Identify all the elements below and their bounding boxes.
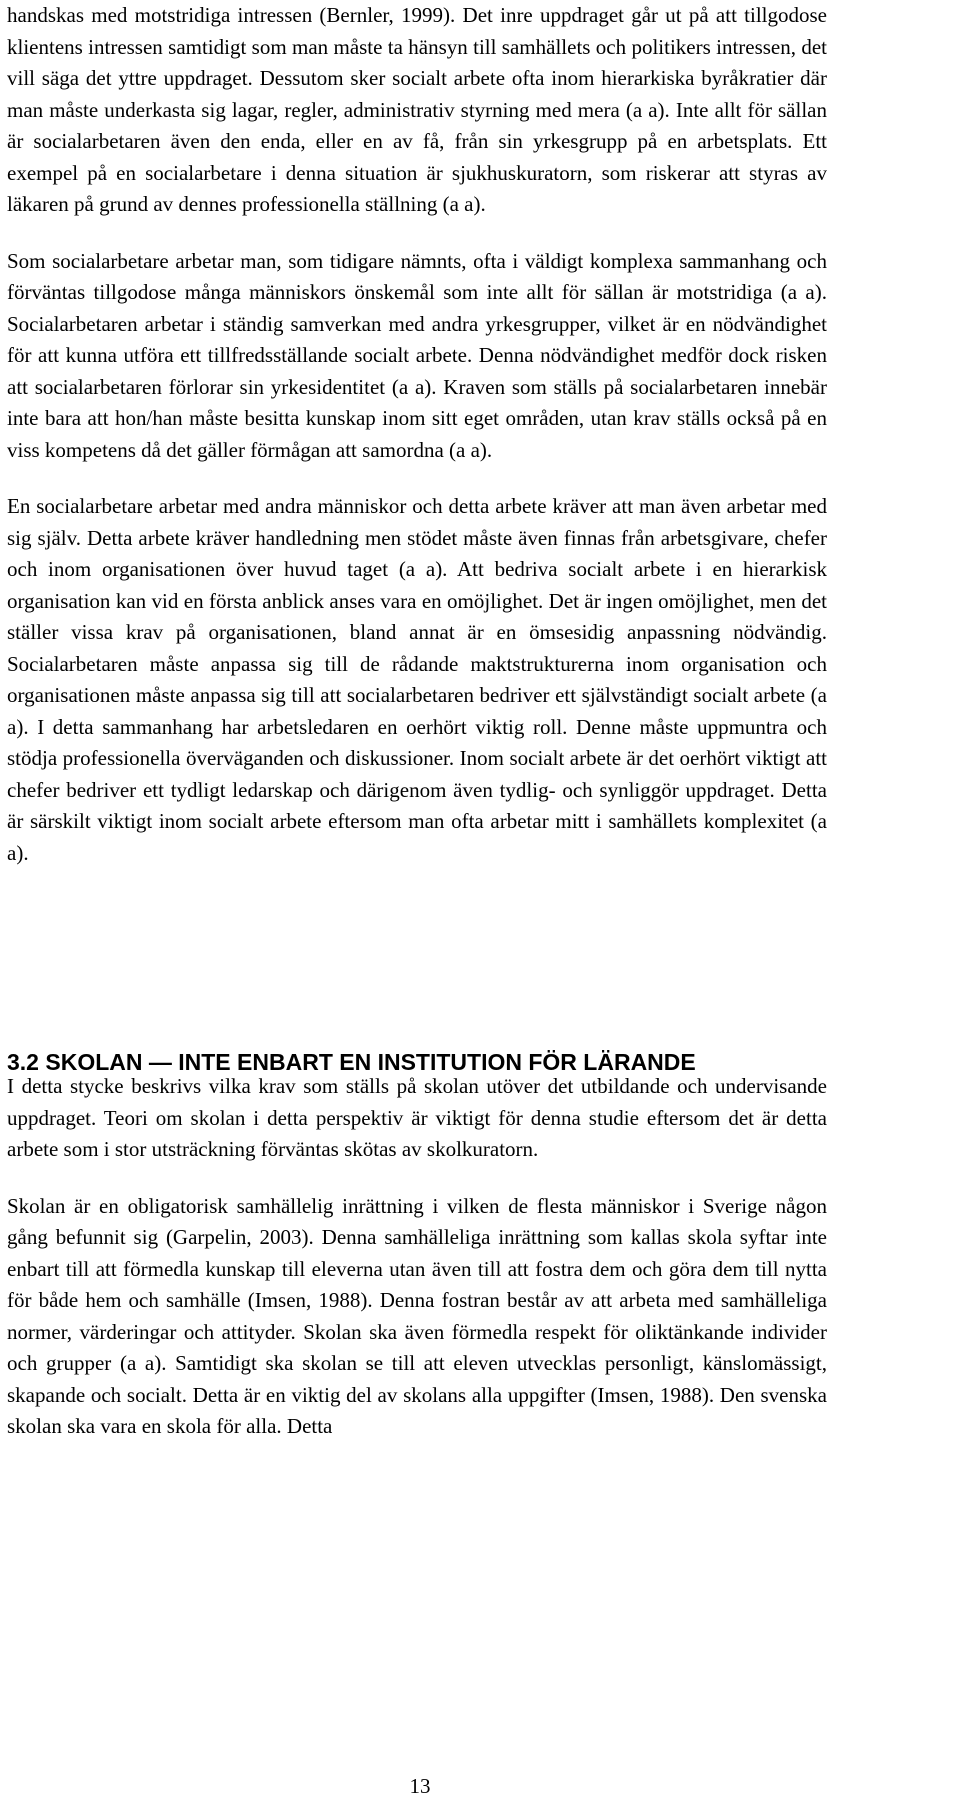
body-text-upper bbox=[7, 0, 827, 869]
paragraph: Skolan är en obligatorisk samhällelig inrättning i vilken de flesta människor i Sverige någon gång befunnit sig (Garpelin, 2003). Denna samhälleliga inrättning som kallas skola syftar inte enbart till att förmedla kunskap till eleverna utan även till att fostra dem och göra dem till nytta för både hem och samhälle (Imsen, 1988). Denna fostran består av att arbeta med samhälleliga normer, värderingar och attityder. Skolan ska även förmedla respekt för oliktänkande individer och grupper (a a). Samtidigt ska skolan se till att eleven utvecklas personligt, känslomässigt, skapande och socialt. Detta är en viktig del av skolans alla uppgifter (Imsen, 1988). Den svenska skolan ska vara en skola för alla. Detta bbox=[7, 1193, 827, 1438]
paragraph: Som socialarbetare arbetar man, som tidigare nämnts, ofta i väldigt komplexa sammanhang och förväntas tillgodose många människors önskemål som inte allt för sällan är motstridiga (a a). Socialarbetaren arbetar i ständig samverkan med andra yrkesgrupper, vilket är en nödvändighet för att kunna utföra ett tillfredsställande socialt arbete. Denna nödvändighet medför dock risken att socialarbetaren förlorar sin yrkesidentitet (a a). Kraven som ställs på socialarbetaren innebär inte bara att hon/han måste besitta kunskap inom sitt eget områden, utan krav ställs också på en viss kompetens då det gäller förmågan att samordna (a a). bbox=[7, 248, 827, 462]
paragraph: En socialarbetare arbetar med andra människor och detta arbete kräver att man även arbetar med sig själv. Detta arbete kräver handledning men stödet måste även finnas från arbetsgivare, chefer och inom organisationen över huvud taget (a a). Att bedriva socialt arbete i en hierarkisk organisation kan vid en första anblick anses vara en omöjlighet. Det är ingen omöjlighet, men det ställer vissa krav på organisationen, bland annat är en ömsesidig anpassning nödvändig. Socialarbetaren måste anpassa sig till de rådande maktstrukturerna inom organisation och organisationen måste anpassa sig till att socialarbetaren bedriver ett självständigt socialt arbete (a a). I detta sammanhang har arbetsledaren en oerhört viktig roll. Denne måste uppmuntra och stödja professionella överväganden och diskussioner. Inom socialt arbete är det oerhört viktigt att chefer bedriver ett tydligt ledarskap och därigenom även tydlig- och synliggör uppdraget. Detta är särskilt viktigt inom socialt arbete eftersom man ofta arbetar mitt i samhällets komplexitet (a a). bbox=[7, 494, 827, 865]
body-text-lower bbox=[7, 1071, 827, 1443]
paragraph: handskas med motstridiga intressen (Bernler, 1999). Det inre uppdraget går ut på att tillgodose klientens intressen samtidigt som man måste ta hänsyn till samhällets och politikers intressen, det vill säga det yttre uppdraget. Dessutom sker socialt arbete ofta inom hierarkiska byråkratier där man måste underkasta sig lagar, regler, administrativ styrning med mera (a a). Inte allt för sällan är socialarbetaren även den enda, eller en av få, från sin yrkesgrupp på en arbetsplats. Ett exempel på en socialarbetare i denna situation är sjukhuskuratorn, som riskerar att styras av läkaren på grund av dennes professionella ställning (a a). bbox=[7, 3, 827, 216]
page-number: 13 bbox=[409, 1774, 431, 1798]
paragraph: I detta stycke beskrivs vilka krav som ställs på skolan utöver det utbildande och undervisande uppdraget. Teori om skolan i detta perspektiv är viktigt för denna studie eftersom det är detta arbete som i stor utsträckning förväntas skötas av skolkuratorn. bbox=[7, 1074, 827, 1161]
section-heading: 3.2 SKOLAN — INTE ENBART EN INSTITUTION FÖR LÄRANDE bbox=[7, 1049, 696, 1075]
